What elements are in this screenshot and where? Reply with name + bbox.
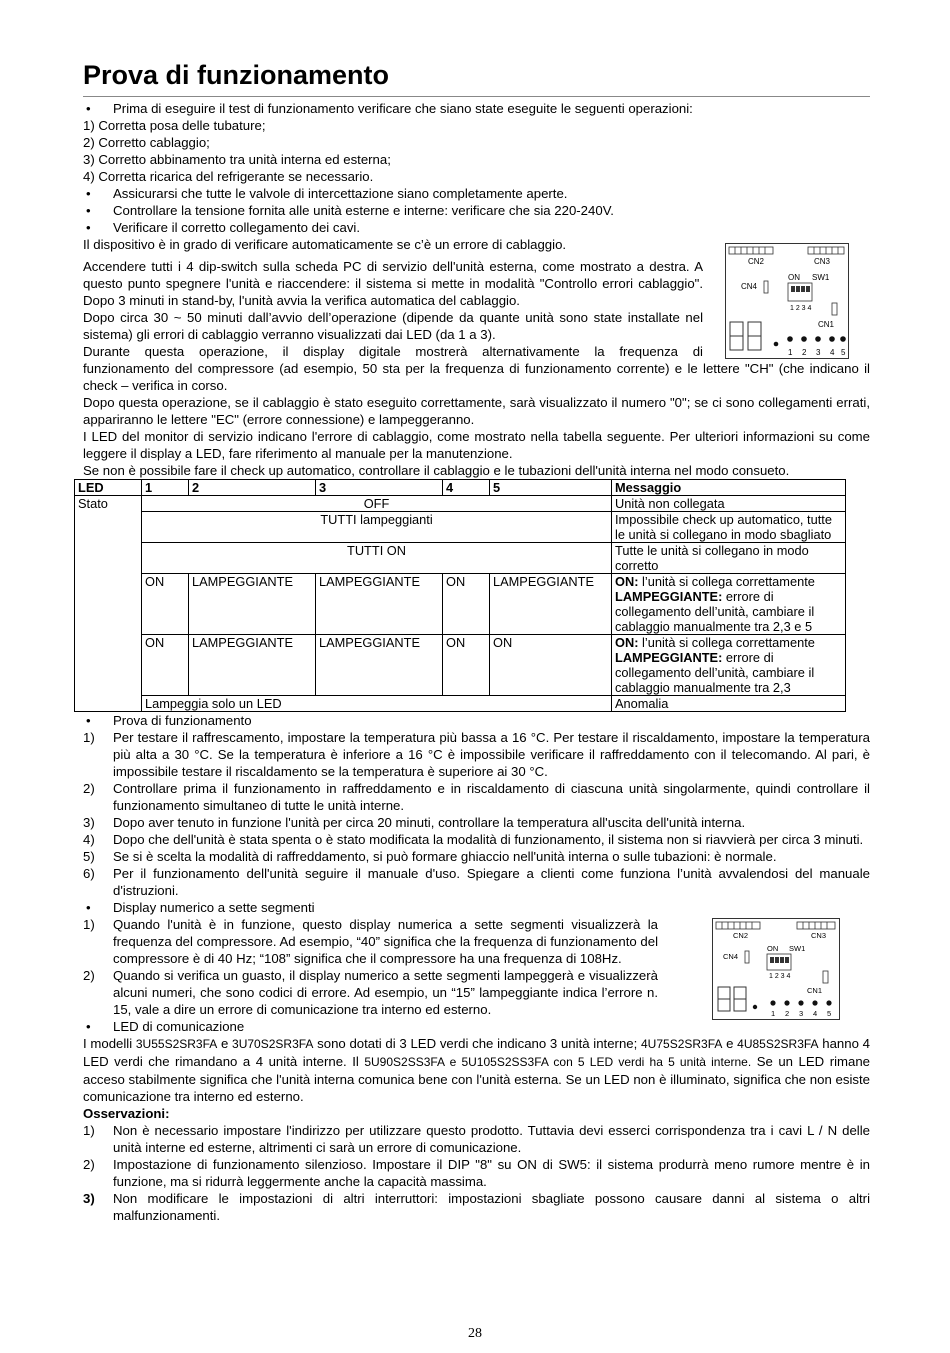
prova-list — [83, 729, 870, 899]
header-1: 1 — [142, 480, 189, 496]
pcb-board-diagram — [725, 243, 849, 359]
table-header-row — [75, 480, 846, 496]
cell: ON — [490, 635, 612, 696]
item-text: Impostazione di funzionamento silenzioso. Impostare il DIP "8" su ON di SW5: il sistema produrrà meno rumore mentre è in funzione, ma si ridurrà leggermente anche la capacità massima. — [113, 1157, 870, 1189]
cell: ON — [142, 635, 189, 696]
note-item — [83, 1190, 870, 1224]
header-3: 3 — [316, 480, 443, 496]
cn2-label: CN2 — [733, 931, 749, 940]
page-number: 28 — [468, 1326, 482, 1341]
step-3: 3) Corretto abbinamento tra unità interna ed esterna; — [83, 152, 391, 167]
document-page — [78, 58, 871, 1224]
bullet-cables: • Verificare il corretto collegamento dei cavi. — [83, 219, 870, 236]
row-single-message: Anomalia — [612, 696, 846, 712]
comm-paragraph — [83, 1035, 870, 1105]
row-off-value: OFF — [142, 496, 612, 512]
cell: LAMPEGGIANTE — [316, 574, 443, 635]
comm-section — [83, 1018, 870, 1105]
header-message: Messaggio — [612, 480, 846, 496]
cn4-connector — [764, 281, 768, 293]
dip-numbers: 1 2 3 4 — [769, 973, 791, 980]
cn2-connector — [729, 247, 773, 254]
prova-item — [83, 848, 870, 865]
item-text: Controllare prima il funzionamento in raffreddamento e in riscaldamento di ciascuna unità singolarmente, quindi controllare il funzionamento simultaneo di tutte le unità interne. — [113, 781, 870, 813]
prova-item — [83, 814, 870, 831]
item-number: 5) — [83, 849, 95, 864]
sw1-label: SW1 — [812, 273, 830, 282]
duration-paragraph: Dopo circa 30 ~ 50 minuti dall’avvio dell’operazione (dipende da quante unità sono state installate nel sistema) gli errori di cablaggio verranno visualizzati dai LED (da 1 a 3). — [83, 310, 703, 342]
pcb-board-svg — [726, 244, 848, 358]
item-number: 3) — [83, 1191, 95, 1206]
step-4: 4) Corretta ricarica del refrigerante se necessario. — [83, 169, 374, 184]
header-5: 5 — [490, 480, 612, 496]
display-item — [83, 916, 658, 967]
item-number: 3) — [83, 815, 95, 830]
item-number: 4) — [83, 832, 95, 847]
header-4: 4 — [443, 480, 490, 496]
row-allon-value: TUTTI ON — [142, 543, 612, 574]
item-text: Per testare il raffrescamento, impostare la temperatura più bassa a 16 °C. Per testare il riscaldamento, impostare la temperatura più alta a 30 °C. Se la temperatura è inferiore a 16 °C è impossibile verificare il raffreddamento con il telecomando. Al pari, è impossibile testare il riscaldamento se la temperatura è superiore ai 30 °C. — [113, 730, 870, 779]
bullet-valves: • Assicurarsi che tutte le valvole di intercettazione siano completamente aperte. — [83, 185, 870, 202]
prova-section — [83, 712, 870, 899]
item-text: Quando si verifica un guasto, il display numerico a sette segmenti lampeggerà e visualizzerà alcuni numeri, che sono codici di errore. Ad esempio, un “15” lampeggiante indica l’errore n. 15, vale a dire un errore di comunicazione tra interno ed esterno. — [113, 968, 658, 1017]
row-blink-value: TUTTI lampeggianti — [142, 512, 612, 543]
cn2-connector — [716, 922, 760, 929]
pin-3: 3 — [816, 348, 821, 357]
dip-numbers: 1 2 3 4 — [790, 305, 812, 312]
cell: ON — [142, 574, 189, 635]
cell: ON — [443, 635, 490, 696]
notes-heading: Osservazioni: — [83, 1106, 170, 1121]
text: hanno 4 LED verdi che rimandano a 4 unità interne. Il — [83, 1036, 870, 1069]
notes-section — [83, 1105, 870, 1224]
item-text: Non modificare le impostazioni di altri interruttori: impostazioni sbagliate possono causare danni al sistema o altri malfunzionamenti. — [113, 1191, 870, 1223]
display-item — [83, 967, 658, 1018]
led-monitor-paragraph: I LED del monitor di servizio indicano l'errore di cablaggio, come mostrato nella tabella seguente. Per ulteriori informazioni su come leggere il display a LED, fare riferimento al manuale per la manutenzione. — [83, 429, 870, 461]
cn3-label: CN3 — [814, 257, 831, 266]
table-row — [75, 696, 846, 712]
prova-heading: • Prova di funzionamento — [83, 712, 870, 729]
note-item — [83, 1122, 870, 1156]
led-dots — [774, 336, 846, 346]
pin-5: 5 — [841, 348, 846, 357]
prova-item — [83, 729, 870, 780]
item-text: Se si è scelta la modalità di raffreddamento, si può formare ghiaccio nell'unità interna o sulle tubazioni: è normale. — [113, 849, 777, 864]
pin-5: 5 — [827, 1009, 832, 1018]
model-code: 5U90S2SS3FA — [364, 1055, 445, 1069]
step-1: 1) Corretta posa delle tubature; — [83, 118, 266, 133]
model-code: 3U55S2SR3FA — [135, 1037, 218, 1051]
cell: LAMPEGGIANTE — [490, 574, 612, 635]
header-led: LED — [75, 480, 142, 496]
item-number: 6) — [83, 866, 95, 881]
pin-2: 2 — [802, 348, 807, 357]
item-number: 1) — [83, 730, 95, 745]
step-2: 2) Corretto cablaggio; — [83, 135, 210, 150]
table-row — [75, 496, 846, 512]
table-row — [75, 574, 846, 635]
row5-message — [612, 635, 846, 696]
cn1-label: CN1 — [818, 320, 835, 329]
msg-bold: ON: — [615, 635, 639, 650]
jumper — [823, 971, 828, 983]
cn4-connector — [745, 951, 749, 963]
msg-text: errore di collegamento dell’unità, cambiare il cablaggio manualmente tra 2,3 — [615, 650, 815, 695]
row-blink-message: Impossibile check up automatico, tutte le unità si collegano in modo sbagliato — [612, 512, 846, 543]
model-code: 3U70S2SR3FA — [232, 1037, 314, 1051]
msg-bold: LAMPEGGIANTE: — [615, 650, 723, 665]
item-text: Per il funzionamento dell'unità seguire il manuale d'uso. Spiegare a clienti come funziona l’unità avvalendosi del manuale d'istruzioni. — [113, 866, 870, 898]
item-text: Quando l'unità è in funzione, questo display numerica a sette segmenti visualizzerà la frequenza del compressore. Ad esempio, “40” significa che la frequenza di funzionamento del compressore è di 40 Hz; “108” significa che il compressore ha una frequenza di 108Hz. — [113, 917, 658, 966]
cell: LAMPEGGIANTE — [316, 635, 443, 696]
display-paragraph-start: Durante questa operazione, il display digitale mostrerà alternativamente la frequenza di — [83, 344, 703, 359]
row4-message — [612, 574, 846, 635]
comm-heading: • LED di comunicazione — [83, 1018, 870, 1035]
table-row — [75, 635, 846, 696]
cn3-label: CN3 — [811, 931, 827, 940]
led-dots — [753, 1000, 832, 1009]
seven-segment-display — [730, 322, 761, 350]
cn1-label: CN1 — [807, 986, 823, 995]
auto-check-paragraph: Il dispositivo è in grado di verificare automaticamente se c’è un errore di cablaggio. — [83, 237, 567, 252]
pin-4: 4 — [830, 348, 835, 357]
led-table — [74, 479, 846, 712]
display-heading: • Display numerico a sette segmenti — [83, 899, 870, 916]
prova-item — [83, 865, 870, 899]
manual-check-paragraph: Se non è possibile fare il check up automatico, controllare il cablaggio e le tubazioni dell'unità interna nel modo consueto. — [83, 463, 790, 478]
cn4-label: CN4 — [723, 952, 739, 961]
on-label: ON — [788, 273, 800, 282]
pin-3: 3 — [799, 1009, 804, 1018]
cell: LAMPEGGIANTE — [189, 635, 316, 696]
jumper — [832, 303, 837, 315]
table-row — [75, 512, 846, 543]
item-text: Non è necessario impostare l'indirizzo per utilizzare questo prodotto. Tuttavia devi esserci corrispondenza tra i cavi L / N delle unità interne ed esterne, altrimenti ci sarà un errore di comunicazione. — [113, 1123, 870, 1155]
msg-text: errore di collegamento dell’unità, cambiare il cablaggio manualmente tra 2,3 e 5 — [615, 589, 815, 634]
row-single-value: Lampeggia solo un LED — [142, 696, 612, 712]
row-allon-message: Tutte le unità si collegano in modo corretto — [612, 543, 846, 574]
cn3-connector — [808, 247, 844, 254]
bullet-voltage: • Controllare la tensione fornita alle unità esterne e interne: verificare che sia 220-240V. — [83, 202, 870, 219]
item-number: 1) — [83, 1123, 95, 1138]
on-label: ON — [767, 944, 779, 953]
sw1-label: SW1 — [789, 944, 806, 953]
row-off-message: Unità non collegata — [612, 496, 846, 512]
result-paragraph: Dopo questa operazione, se il cablaggio è stato eseguito correttamente, sarà visualizzato il numero "0"; se ci sono collegamenti errati, appariranno le lettere "EC" (errore connessione) e lampeggeranno. — [83, 395, 870, 427]
model-code: 4U85S2SR3FA — [737, 1037, 819, 1051]
page-title: Prova di funzionamento — [83, 58, 870, 97]
text: ha 5 unità interne. — [649, 1055, 752, 1069]
prova-item — [83, 780, 870, 814]
item-text: Dopo che dell'unità è stata spenta o è stato modificata la modalità di funzionamento, il sistema non si riavvierà per circa 3 minuti. — [113, 832, 864, 847]
model-code: 4U75S2SR3FA — [641, 1037, 723, 1051]
pin-1: 1 — [788, 348, 793, 357]
text: e — [444, 1055, 462, 1069]
item-number: 2) — [83, 781, 95, 796]
pin-2: 2 — [785, 1009, 790, 1018]
item-text: Dopo aver tenuto in funzione l'unità per circa 20 minuti, controllare la temperatura all'uscita dell'unità interna. — [113, 815, 746, 830]
cn3-connector — [797, 922, 835, 929]
prova-item — [83, 831, 870, 848]
pin-1: 1 — [771, 1009, 776, 1018]
pcb-board-svg-2 — [713, 919, 839, 1019]
bullet-prereq: • Prima di eseguire il test di funzionamento verificare che siano state eseguite le seguenti operazioni: — [83, 100, 870, 117]
cell: ON — [443, 574, 490, 635]
pin-4: 4 — [813, 1009, 818, 1018]
stato-cell: Stato — [75, 496, 142, 712]
msg-bold: ON: — [615, 574, 639, 589]
table-row — [75, 543, 846, 574]
cn4-label: CN4 — [741, 282, 758, 291]
note-item — [83, 1156, 870, 1190]
msg-text: l’unità si collega correttamente — [638, 574, 815, 589]
text: con 5 LED verdi — [548, 1055, 650, 1069]
cn2-label: CN2 — [748, 257, 765, 266]
text: e — [722, 1036, 738, 1051]
item-number: 2) — [83, 968, 95, 983]
item-number: 1) — [83, 917, 95, 932]
cell: LAMPEGGIANTE — [189, 574, 316, 635]
dip-switch-paragraph: Accendere tutti i 4 dip-switch sulla scheda PC di servizio dell'unità esterna, come mostrato a destra. A questo punto spegnere l'unità e riaccendere: il sistema si mette in modalità "Controllo errori cablaggio". Dopo 3 minuti in stand-by, l'unità avvia la verifica automatica del cablaggio. — [83, 259, 703, 308]
seven-segment-display — [718, 987, 746, 1011]
text: I modelli — [83, 1036, 136, 1051]
model-code: 5U105S2SS3FA — [461, 1055, 549, 1069]
text: Se un LED rimane acceso stabilmente significa che l'unità interna comunica bene con l'unità esterna. Se un LED non è illuminato, significa che non esiste comunicazione tra interno ed esterno. — [83, 1054, 871, 1104]
msg-text: l’unità si collega correttamente — [638, 635, 815, 650]
text: e — [217, 1036, 233, 1051]
msg-bold: LAMPEGGIANTE: — [615, 589, 723, 604]
item-number: 2) — [83, 1157, 95, 1172]
header-2: 2 — [189, 480, 316, 496]
text: sono dotati di 3 LED verdi che indicano 3 unità interne; — [313, 1036, 641, 1051]
pcb-board-diagram-2 — [712, 918, 840, 1020]
display-paragraph-end: funzionamento del compressore (ad esempio, 50 sta per la frequenza di funzionamento corrente) e le lettere "CH" (che indicano il check – verifica in corso. — [83, 361, 870, 393]
